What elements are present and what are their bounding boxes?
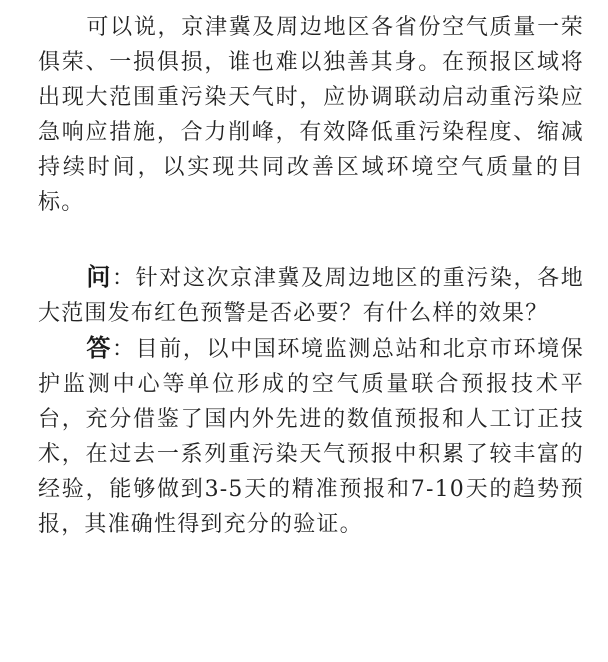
- intro-paragraph: 可以说，京津冀及周边地区各省份空气质量一荣俱荣、一损俱损，谁也难以独善其身。在预报区域将出现大范围重污染天气时，应协调联动启动重污染应急响应措施，合力削峰，有效降低重污染程度、缩减持续时间，以实现共同改善区域环境空气质量的目标。: [38, 15, 584, 215]
- answer-text: ：目前，以中国环境监测总站和北京市环境保护监测中心等单位形成的空气质量联合预报技术平台，充分借鉴了国内外先进的数值预报和人工订正技术，在过去一系列重污染天气预报中积累了较丰富的经验，能够做到3-5天的精准预报和7-10天的趋势预报，其准确性得到充分的验证。: [38, 337, 584, 537]
- question-text: ：针对这次京津冀及周边地区的重污染，各地大范围发布红色预警是否必要？有什么样的效果？: [38, 266, 584, 326]
- question-label: 问: [86, 263, 113, 291]
- paragraph-spacer: [38, 220, 584, 260]
- answer-paragraph: [38, 331, 584, 542]
- answer-label: 答: [86, 334, 113, 362]
- question-paragraph: [38, 260, 584, 331]
- qa-section: [38, 260, 584, 542]
